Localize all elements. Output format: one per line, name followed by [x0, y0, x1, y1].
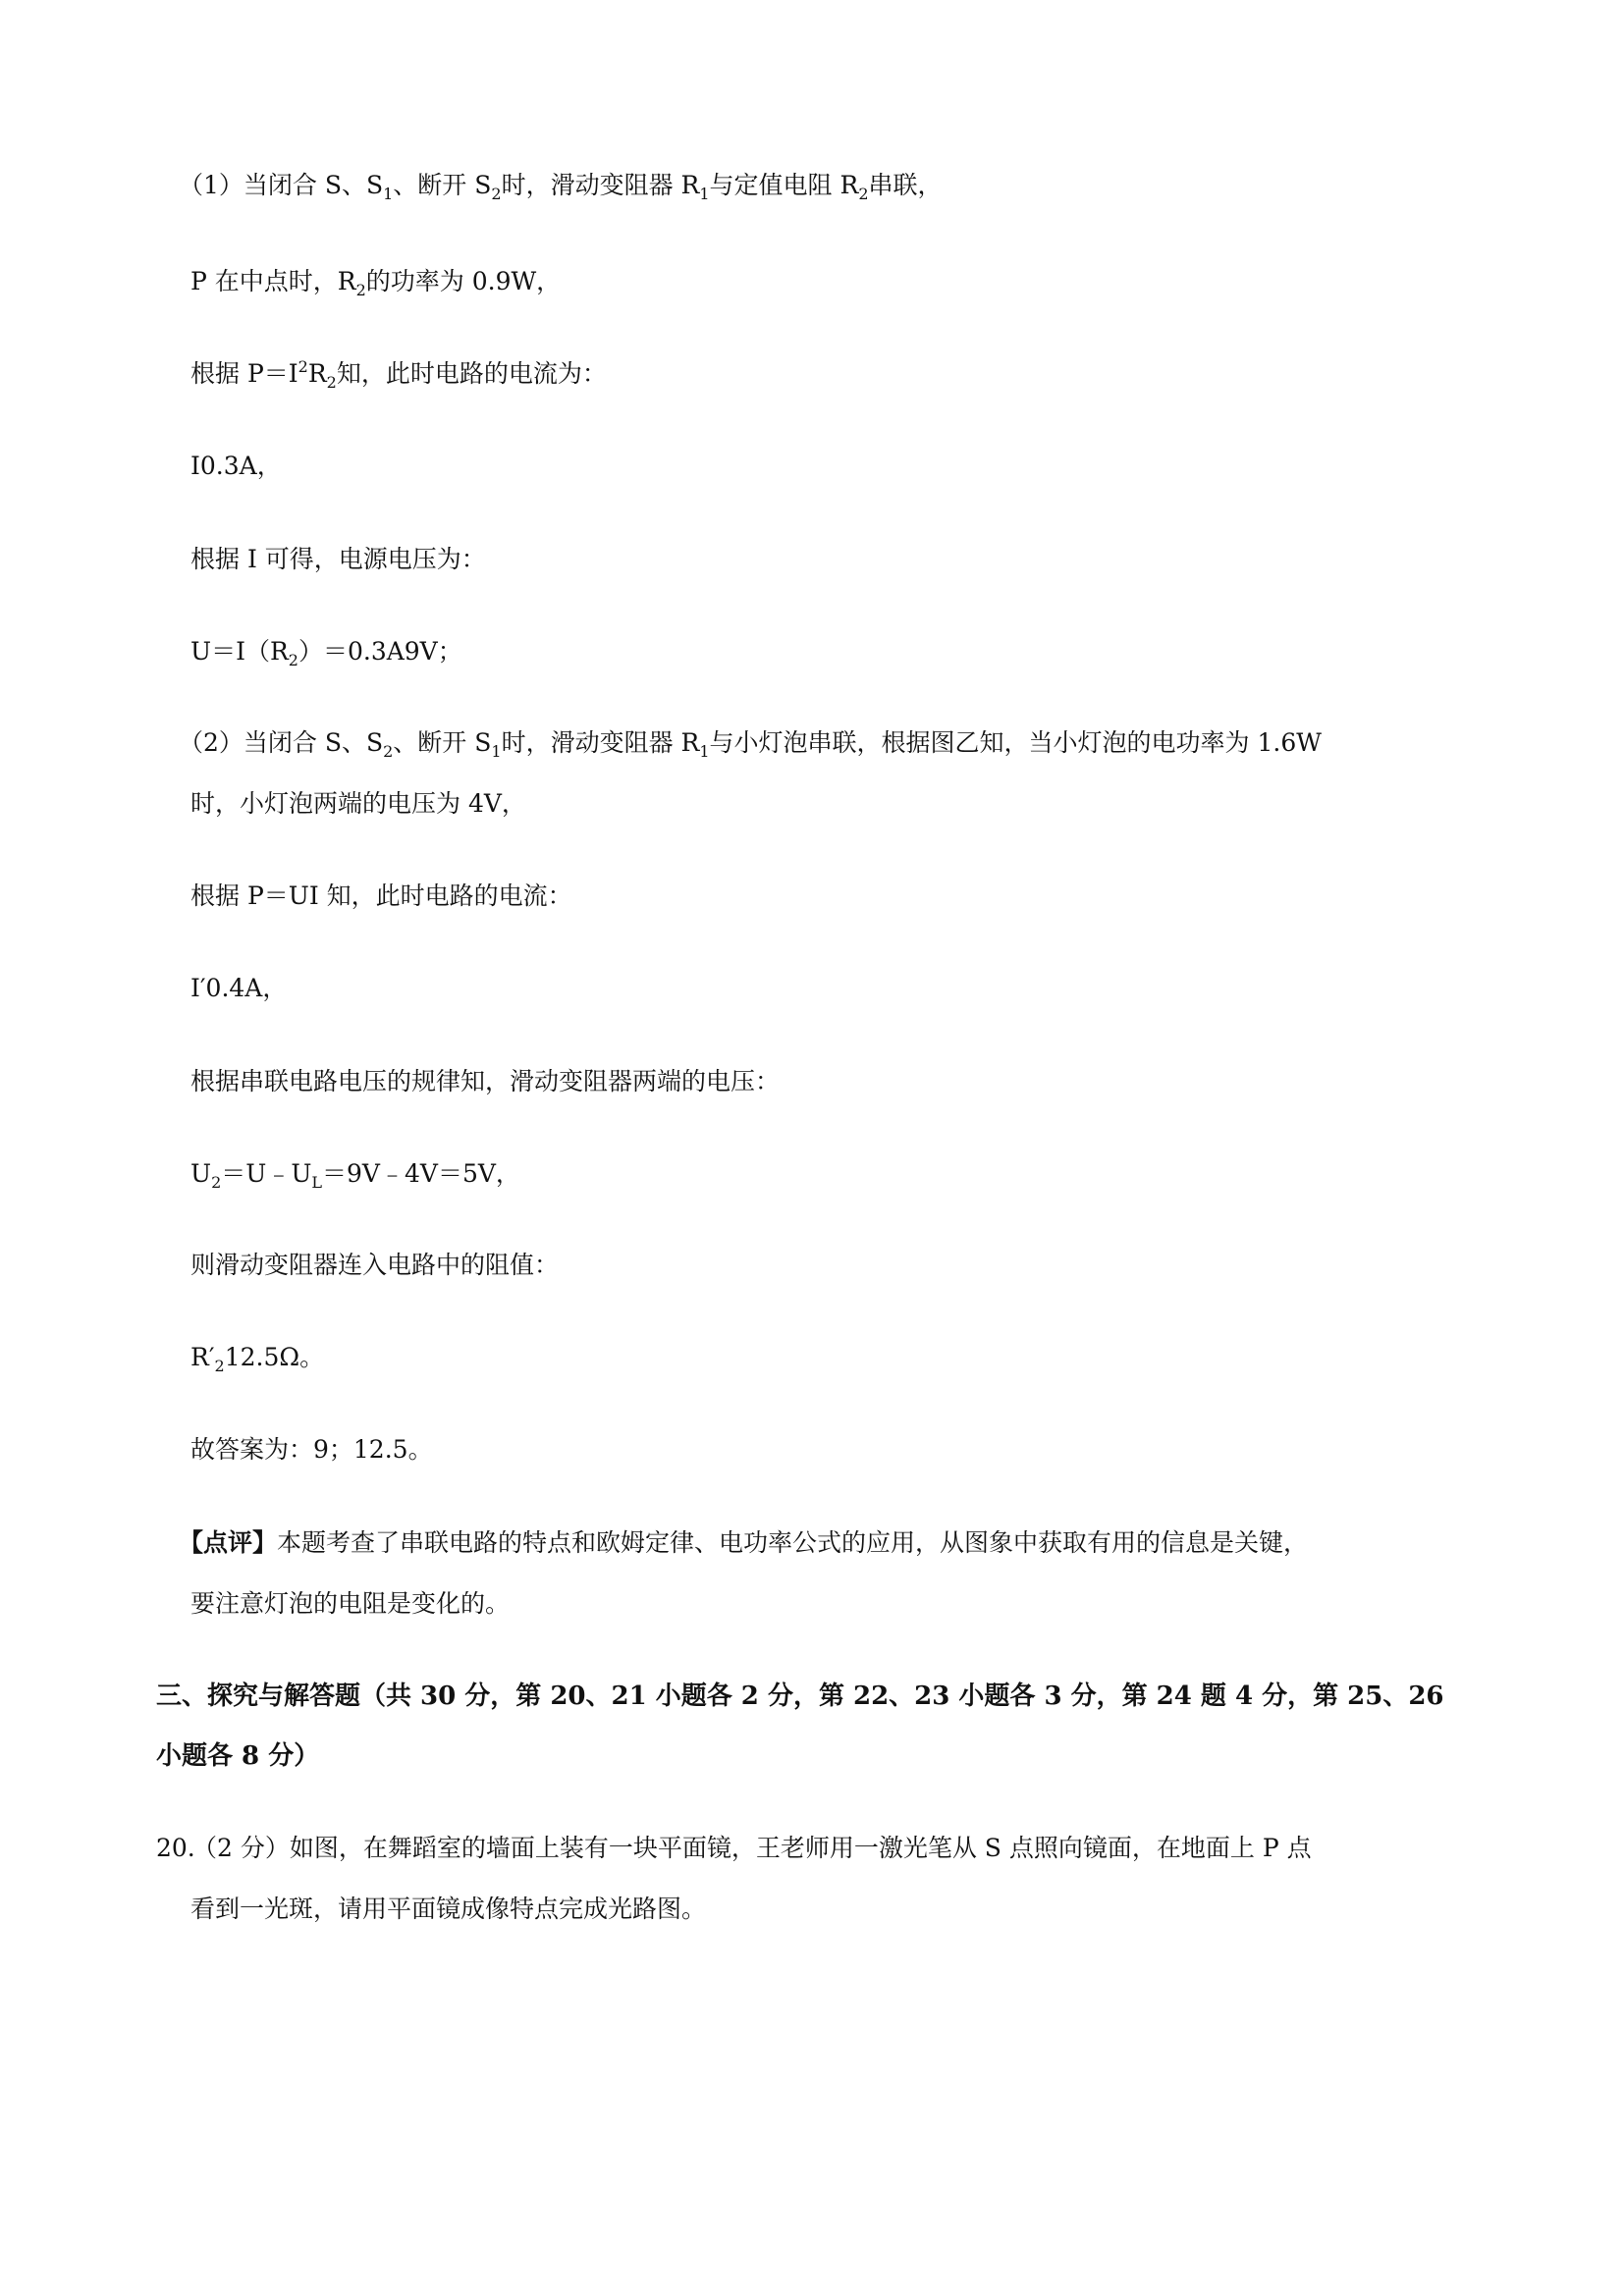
solution-line-12: 则滑动变阻器连入电路中的阻值： [190, 1251, 560, 1279]
solution-line-3: 根据 $P=I^2R_2$知，此时电路的电流为： [190, 357, 607, 392]
solution-line-11: $U_2=U﹣U_L=9V﹣4V=5V$， [190, 1159, 520, 1192]
solution-line-14: 故答案为：9；12.5。 [190, 1435, 433, 1464]
question-20-line-1: （2 分）如图，在舞蹈室的墙面上装有一块平面镜，王老师用一激光笔从 S 点照向镜面，在地面上 P 点 [192, 1834, 1312, 1862]
section-heading-line-2: 小题各 8 分） [156, 1741, 320, 1771]
question-20-line-2: 看到一光斑，请用平面镜成像特点完成光路图。 [190, 1895, 707, 1923]
solution-line-10: 根据串联电路电压的规律知，滑动变阻器两端的电压： [190, 1067, 781, 1095]
solution-line-1: （1）当闭合 S、$S_1$、断开 $S_2$时，滑动变阻器 $R_1$与定值电阻 $R_2$串联， [179, 171, 943, 203]
solution-line-8: 根据 P＝UI 知，此时电路的电流： [190, 881, 572, 910]
solution-line-2: P 在中点时，$R_2$的功率为 0.9W， [190, 267, 562, 299]
solution-line-4: I0.3A， [190, 452, 282, 480]
comment-line-1: 【点评】本题考查了串联电路的特点和欧姆定律、电功率公式的应用，从图象中获取有用的信息是关键， [179, 1528, 1309, 1557]
solution-line-7: （2）当闭合 S、$S_2$、断开 $S_1$时，滑动变阻器 $R_1$与小灯泡串联，根据图乙知，当小灯泡的电功率为 1.6W [179, 728, 1322, 761]
solution-line-6: $U=I(R_2)=0.3A9V$； [190, 637, 462, 669]
section-heading-line-1: 三、探究与解答题（共 30 分，第 20、21 小题各 2 分，第 22、23 小题各 3 分，第 24 题 4 分，第 25、26 [156, 1682, 1444, 1711]
comment-line-2: 要注意灯泡的电阻是变化的。 [190, 1589, 511, 1618]
question-20-number: 20. [156, 1834, 195, 1862]
solution-line-13: $R'_212.5\Omega$。 [190, 1343, 325, 1375]
comment-tag: 【点评】 [179, 1528, 278, 1557]
solution-line-7b: 时，小灯泡两端的电压为 4V， [190, 789, 526, 818]
solution-line-5: 根据 I 可得，电源电压为： [190, 545, 486, 573]
solution-line-9: I′0.4A， [190, 974, 288, 1002]
